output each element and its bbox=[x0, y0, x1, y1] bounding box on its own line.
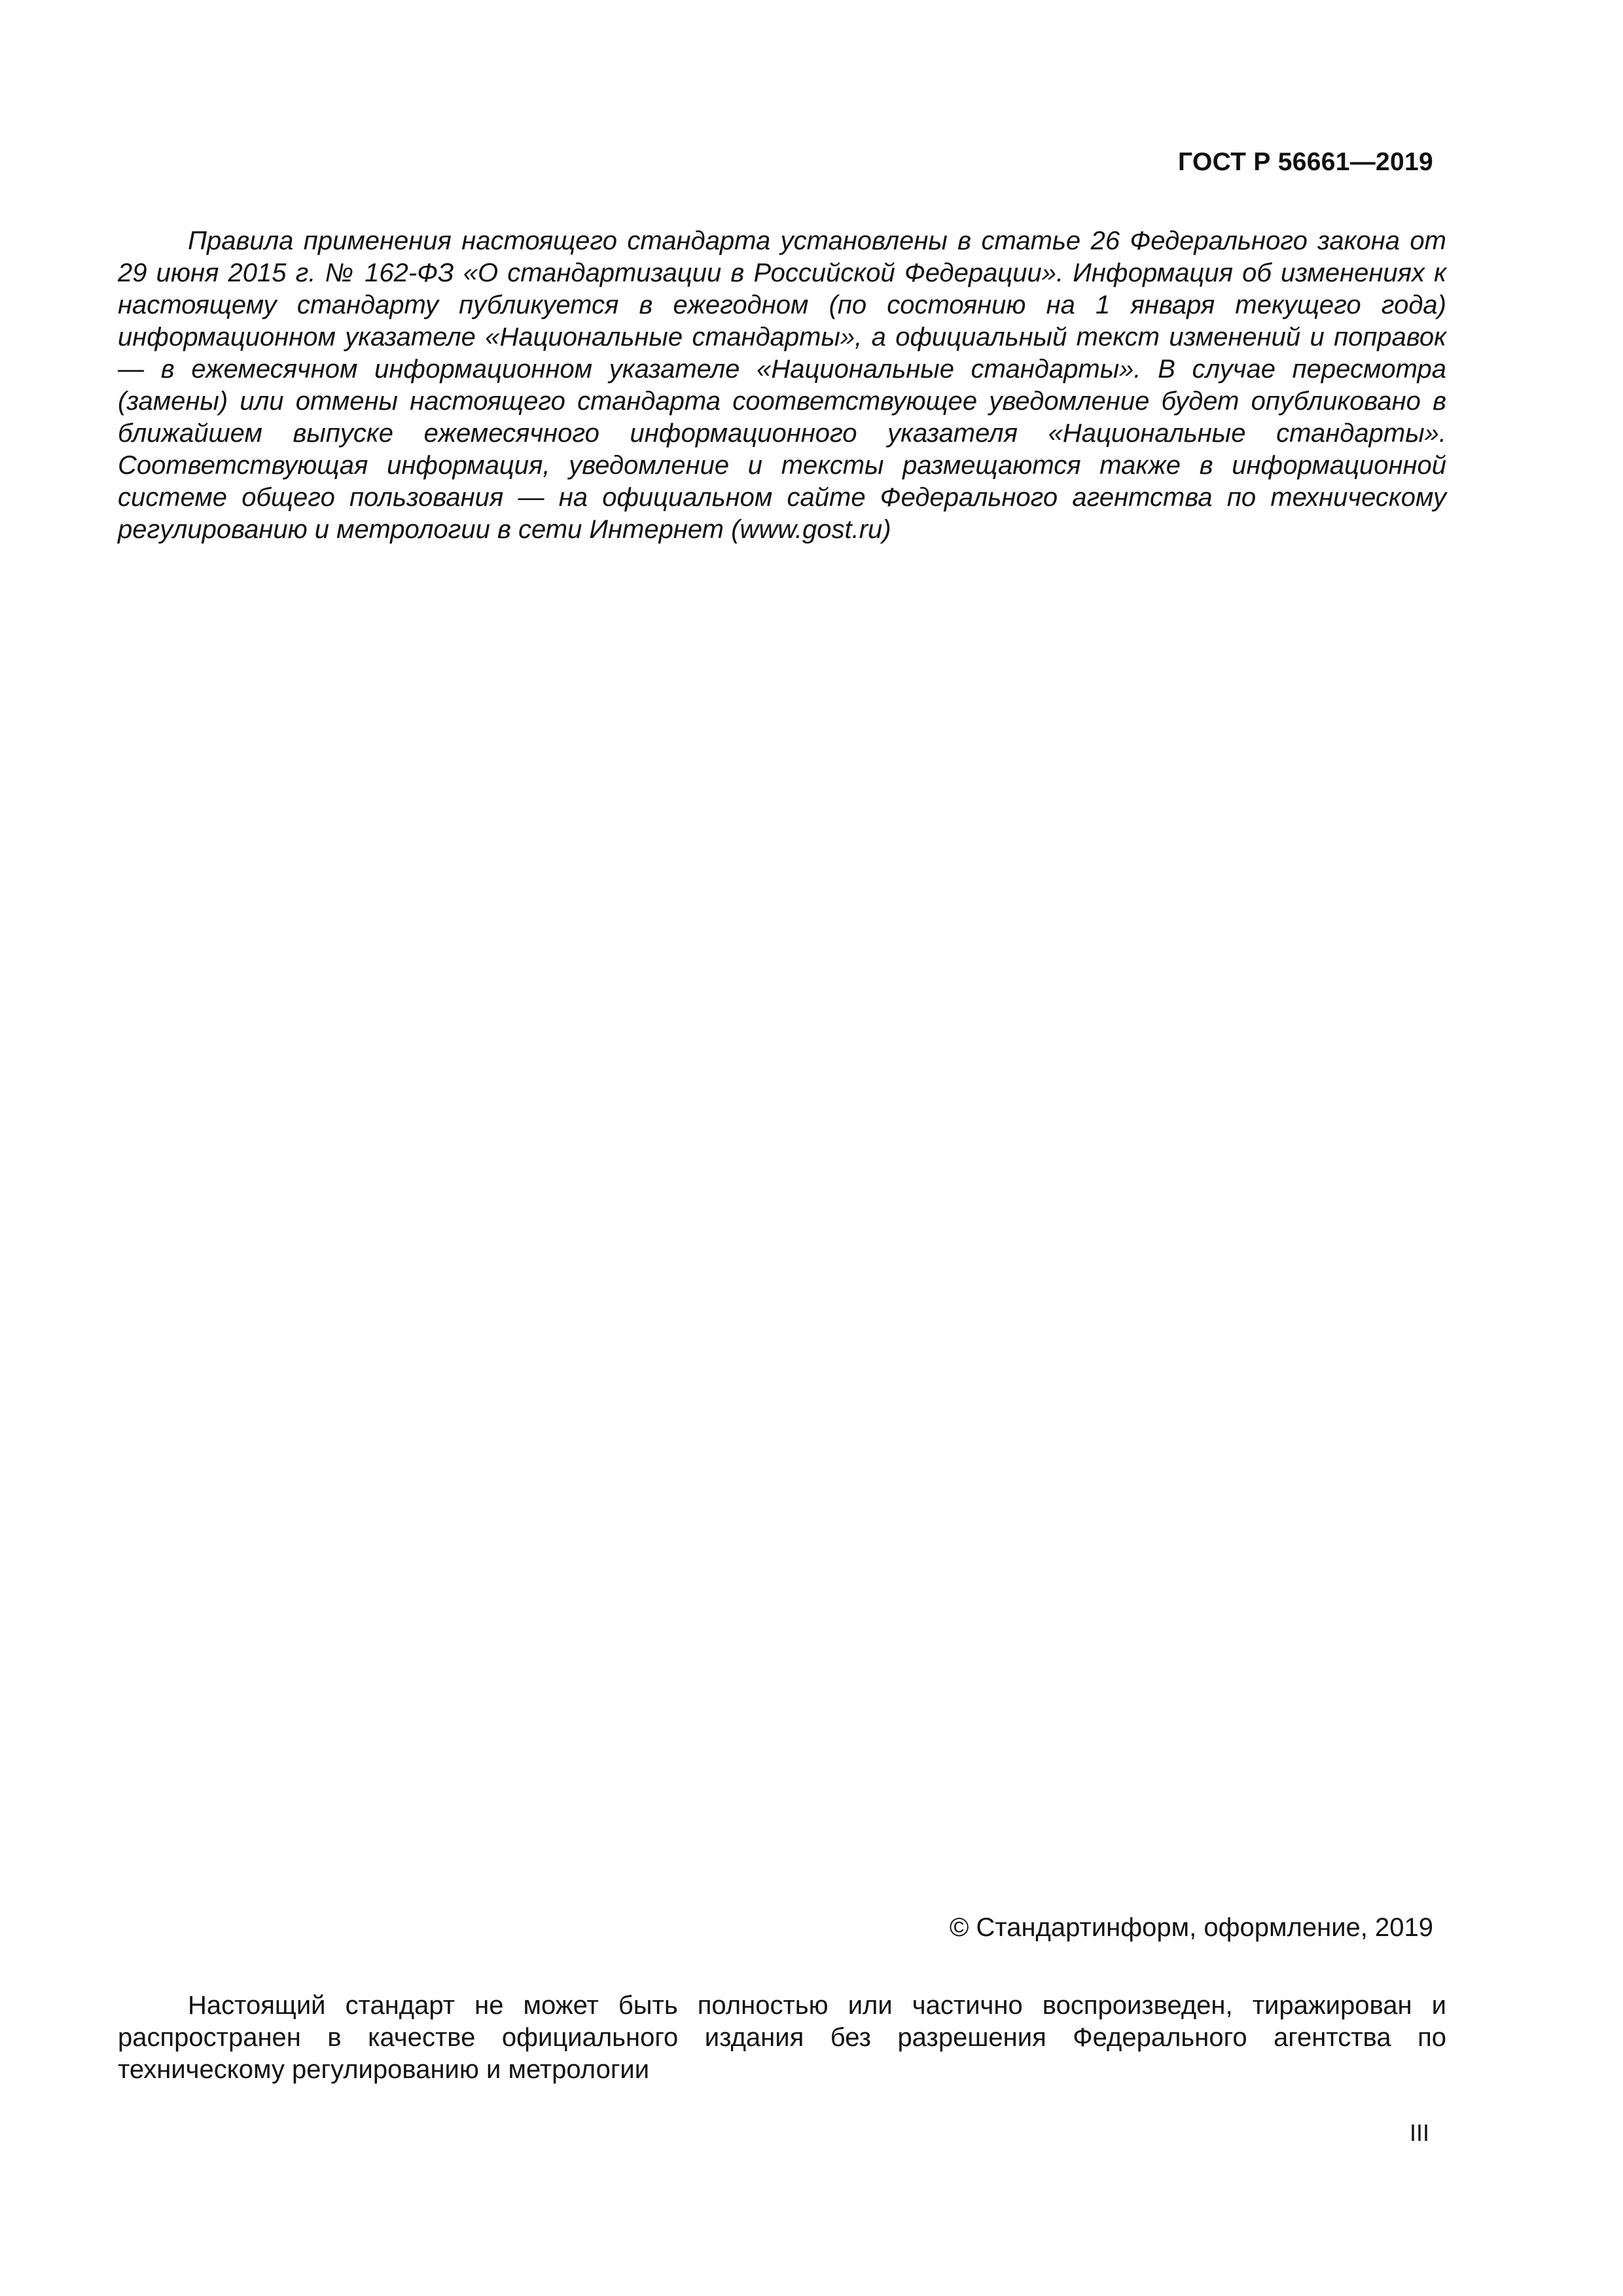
reproduction-restriction-notice: Настоящий стандарт не может быть полностью или частично воспроизведен, тиражирован и распространен в качестве официального издания без разрешения Федерального агентства по техническому регулированию и метрологии bbox=[118, 1991, 1446, 2084]
copyright-line: © Стандартинформ, оформление, 2019 bbox=[949, 1913, 1433, 1942]
standard-application-notice: Правила применения настоящего стандарта установлены в статье 26 Федерального закона от 29 июня 2015 г. № 162-ФЗ «О стандартизации в Российской Федерации». Информация об изменениях к настоящему стандарту публикуется в ежегодном (по состоянию на 1 января текущего года) информационном указателе «Национальные стандарты», а официальный текст изменений и поправок — в ежемесячном информационном указателе «Национальные стандарты». В случае пересмотра (замены) или отмены настоящего стандарта соответствующее уведомление будет опубликовано в ближайшем выпуске ежемесячного информационного указателя «Национальные стандарты». Соответствующая информация, уведомление и тексты размещаются также в информационной системе общего пользования — на официальном сайте Федерального агентства по техническому регулированию и метрологии в сети Интернет (www.gost.ru) bbox=[118, 226, 1446, 544]
document-code: ГОСТ Р 56661—2019 bbox=[1178, 148, 1433, 176]
page-number: III bbox=[1409, 2119, 1429, 2146]
